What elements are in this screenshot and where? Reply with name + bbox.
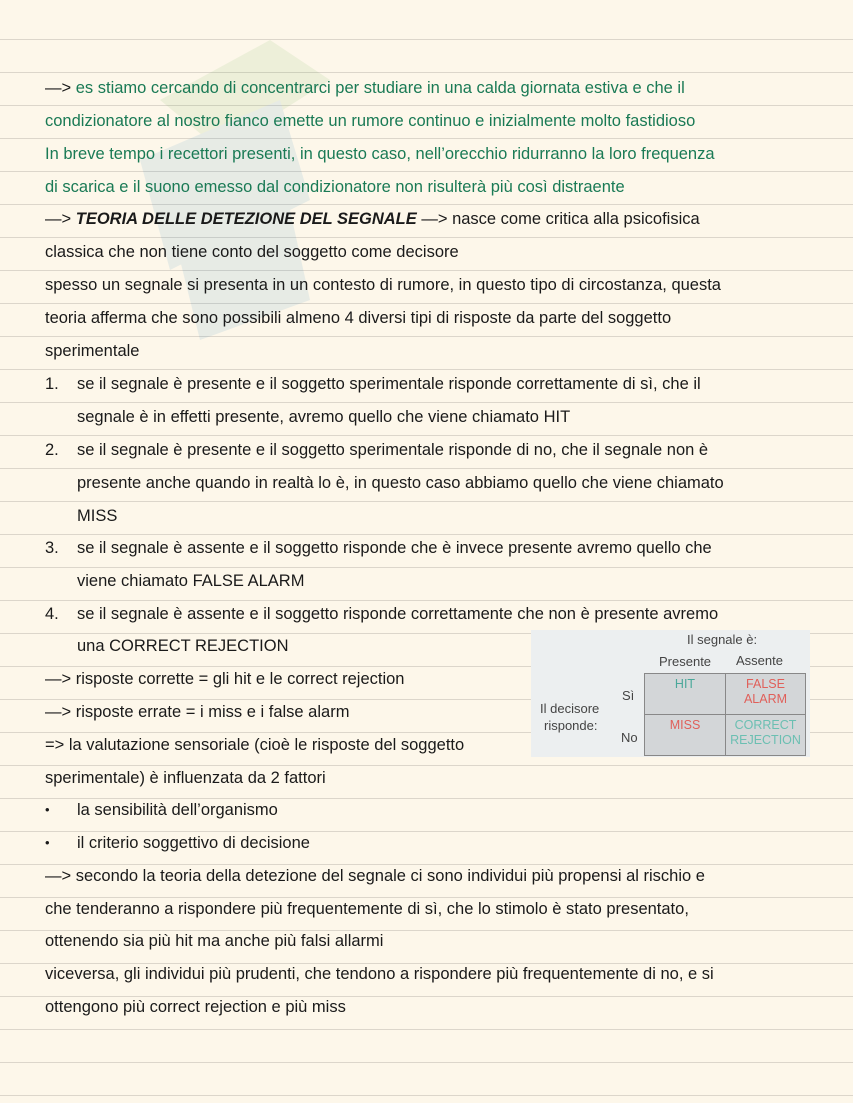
text-line xyxy=(45,78,685,98)
text-line: teoria afferma che sono possibili almeno 4 diversi tipi di risposte da parte del soggetto xyxy=(45,309,672,327)
text-line: => la valutazione sensoriale (cioè le risposte del soggetto xyxy=(45,736,465,754)
list-item-line: se il segnale è presente e il soggetto sperimentale risponde di no, che il segnale non è xyxy=(77,441,709,459)
text-line: di scarica e il suono emesso dal condizionatore non risulterà più così distraente xyxy=(45,178,625,196)
cell-miss xyxy=(644,714,726,756)
cell-correct-rejection xyxy=(725,714,806,756)
bullet-dot: • xyxy=(45,802,50,817)
row-label: risponde: xyxy=(544,718,598,733)
list-item-line: presente anche quando in realtà lo è, in questo caso abbiamo quello che viene chiamato xyxy=(77,474,724,492)
list-item-line: se il segnale è presente e il soggetto sperimentale risponde correttamente di sì, che il xyxy=(77,375,701,393)
list-item-line: viene chiamato FALSE ALARM xyxy=(77,572,305,590)
text-line: —> risposte errate = i miss e i false alarm xyxy=(45,703,350,721)
section-heading-line xyxy=(45,209,700,229)
text-line: che tenderanno a rispondere più frequentemente di sì, che lo stimolo è stato presentato, xyxy=(45,900,689,918)
list-item-line: segnale è in effetti presente, avremo quello che viene chiamato HIT xyxy=(77,408,571,426)
text-line: condizionatore al nostro fianco emette un rumore continuo e inizialmente molto fastidioso xyxy=(45,112,696,130)
line-text: es stiamo cercando di concentrarci per studiare in una calda giornata estiva e che il xyxy=(75,79,685,97)
text-line: sperimentale) è influenzata da 2 fattori xyxy=(45,769,326,787)
cell-correct-rejection-label-2: REJECTION xyxy=(730,733,801,747)
text-line: sperimentale xyxy=(45,342,140,360)
table-header: Il segnale è: xyxy=(687,632,758,647)
text-line: classica che non tiene conto del soggetto come decisore xyxy=(45,243,459,261)
cell-false-alarm-label-1: FALSE xyxy=(746,677,785,691)
column-header-present: Presente xyxy=(659,654,712,669)
list-item-line: una CORRECT REJECTION xyxy=(77,637,289,655)
column-header-absent: Assente xyxy=(736,653,783,668)
cell-false-alarm xyxy=(725,673,806,715)
bullet-item: il criterio soggettivo di decisione xyxy=(77,834,310,852)
cell-hit xyxy=(644,673,726,715)
section-title: TEORIA DELLE DETEZIONE DEL SEGNALE xyxy=(75,210,417,228)
text-line: —> risposte corrette = gli hit e le correct rejection xyxy=(45,670,405,688)
bullet-dot: • xyxy=(45,835,50,850)
list-number: 4. xyxy=(45,605,59,623)
arrow-prefix: —> xyxy=(45,79,76,97)
list-number: 3. xyxy=(45,539,59,557)
list-number: 1. xyxy=(45,375,59,393)
row-header-no: No xyxy=(621,730,638,745)
text-line: —> secondo la teoria della detezione del segnale ci sono individui più propensi al rischio e xyxy=(45,867,705,885)
row-header-yes: Sì xyxy=(622,688,635,703)
title-suffix: —> nasce come critica alla psicofisica xyxy=(416,210,700,228)
cell-hit-label: HIT xyxy=(674,677,696,691)
cell-correct-rejection-label-1: CORRECT xyxy=(734,718,797,732)
text-line: spesso un segnale si presenta in un contesto di rumore, in questo tipo di circostanza, questa xyxy=(45,276,721,294)
cell-false-alarm-label-2: ALARM xyxy=(743,692,788,706)
cell-miss-label: MISS xyxy=(669,718,701,732)
text-line: ottenendo sia più hit ma anche più falsi allarmi xyxy=(45,932,384,950)
bullet-item: la sensibilità dell’organismo xyxy=(77,801,278,819)
list-number: 2. xyxy=(45,441,59,459)
signal-detection-table xyxy=(531,630,810,757)
row-label: Il decisore xyxy=(540,701,600,716)
list-item-line: se il segnale è assente e il soggetto risponde correttamente che non è presente avremo xyxy=(77,605,719,623)
list-item-line: se il segnale è assente e il soggetto risponde che è invece presente avremo quello che xyxy=(77,539,712,557)
text-line: ottengono più correct rejection e più miss xyxy=(45,998,346,1016)
list-item-line: MISS xyxy=(77,507,118,525)
text-line: viceversa, gli individui più prudenti, che tendono a rispondere più frequentemente di no, e si xyxy=(45,965,714,983)
arrow-prefix: —> xyxy=(45,210,76,228)
text-line: In breve tempo i recettori presenti, in questo caso, nell’orecchio ridurranno la loro frequenza xyxy=(45,145,715,163)
